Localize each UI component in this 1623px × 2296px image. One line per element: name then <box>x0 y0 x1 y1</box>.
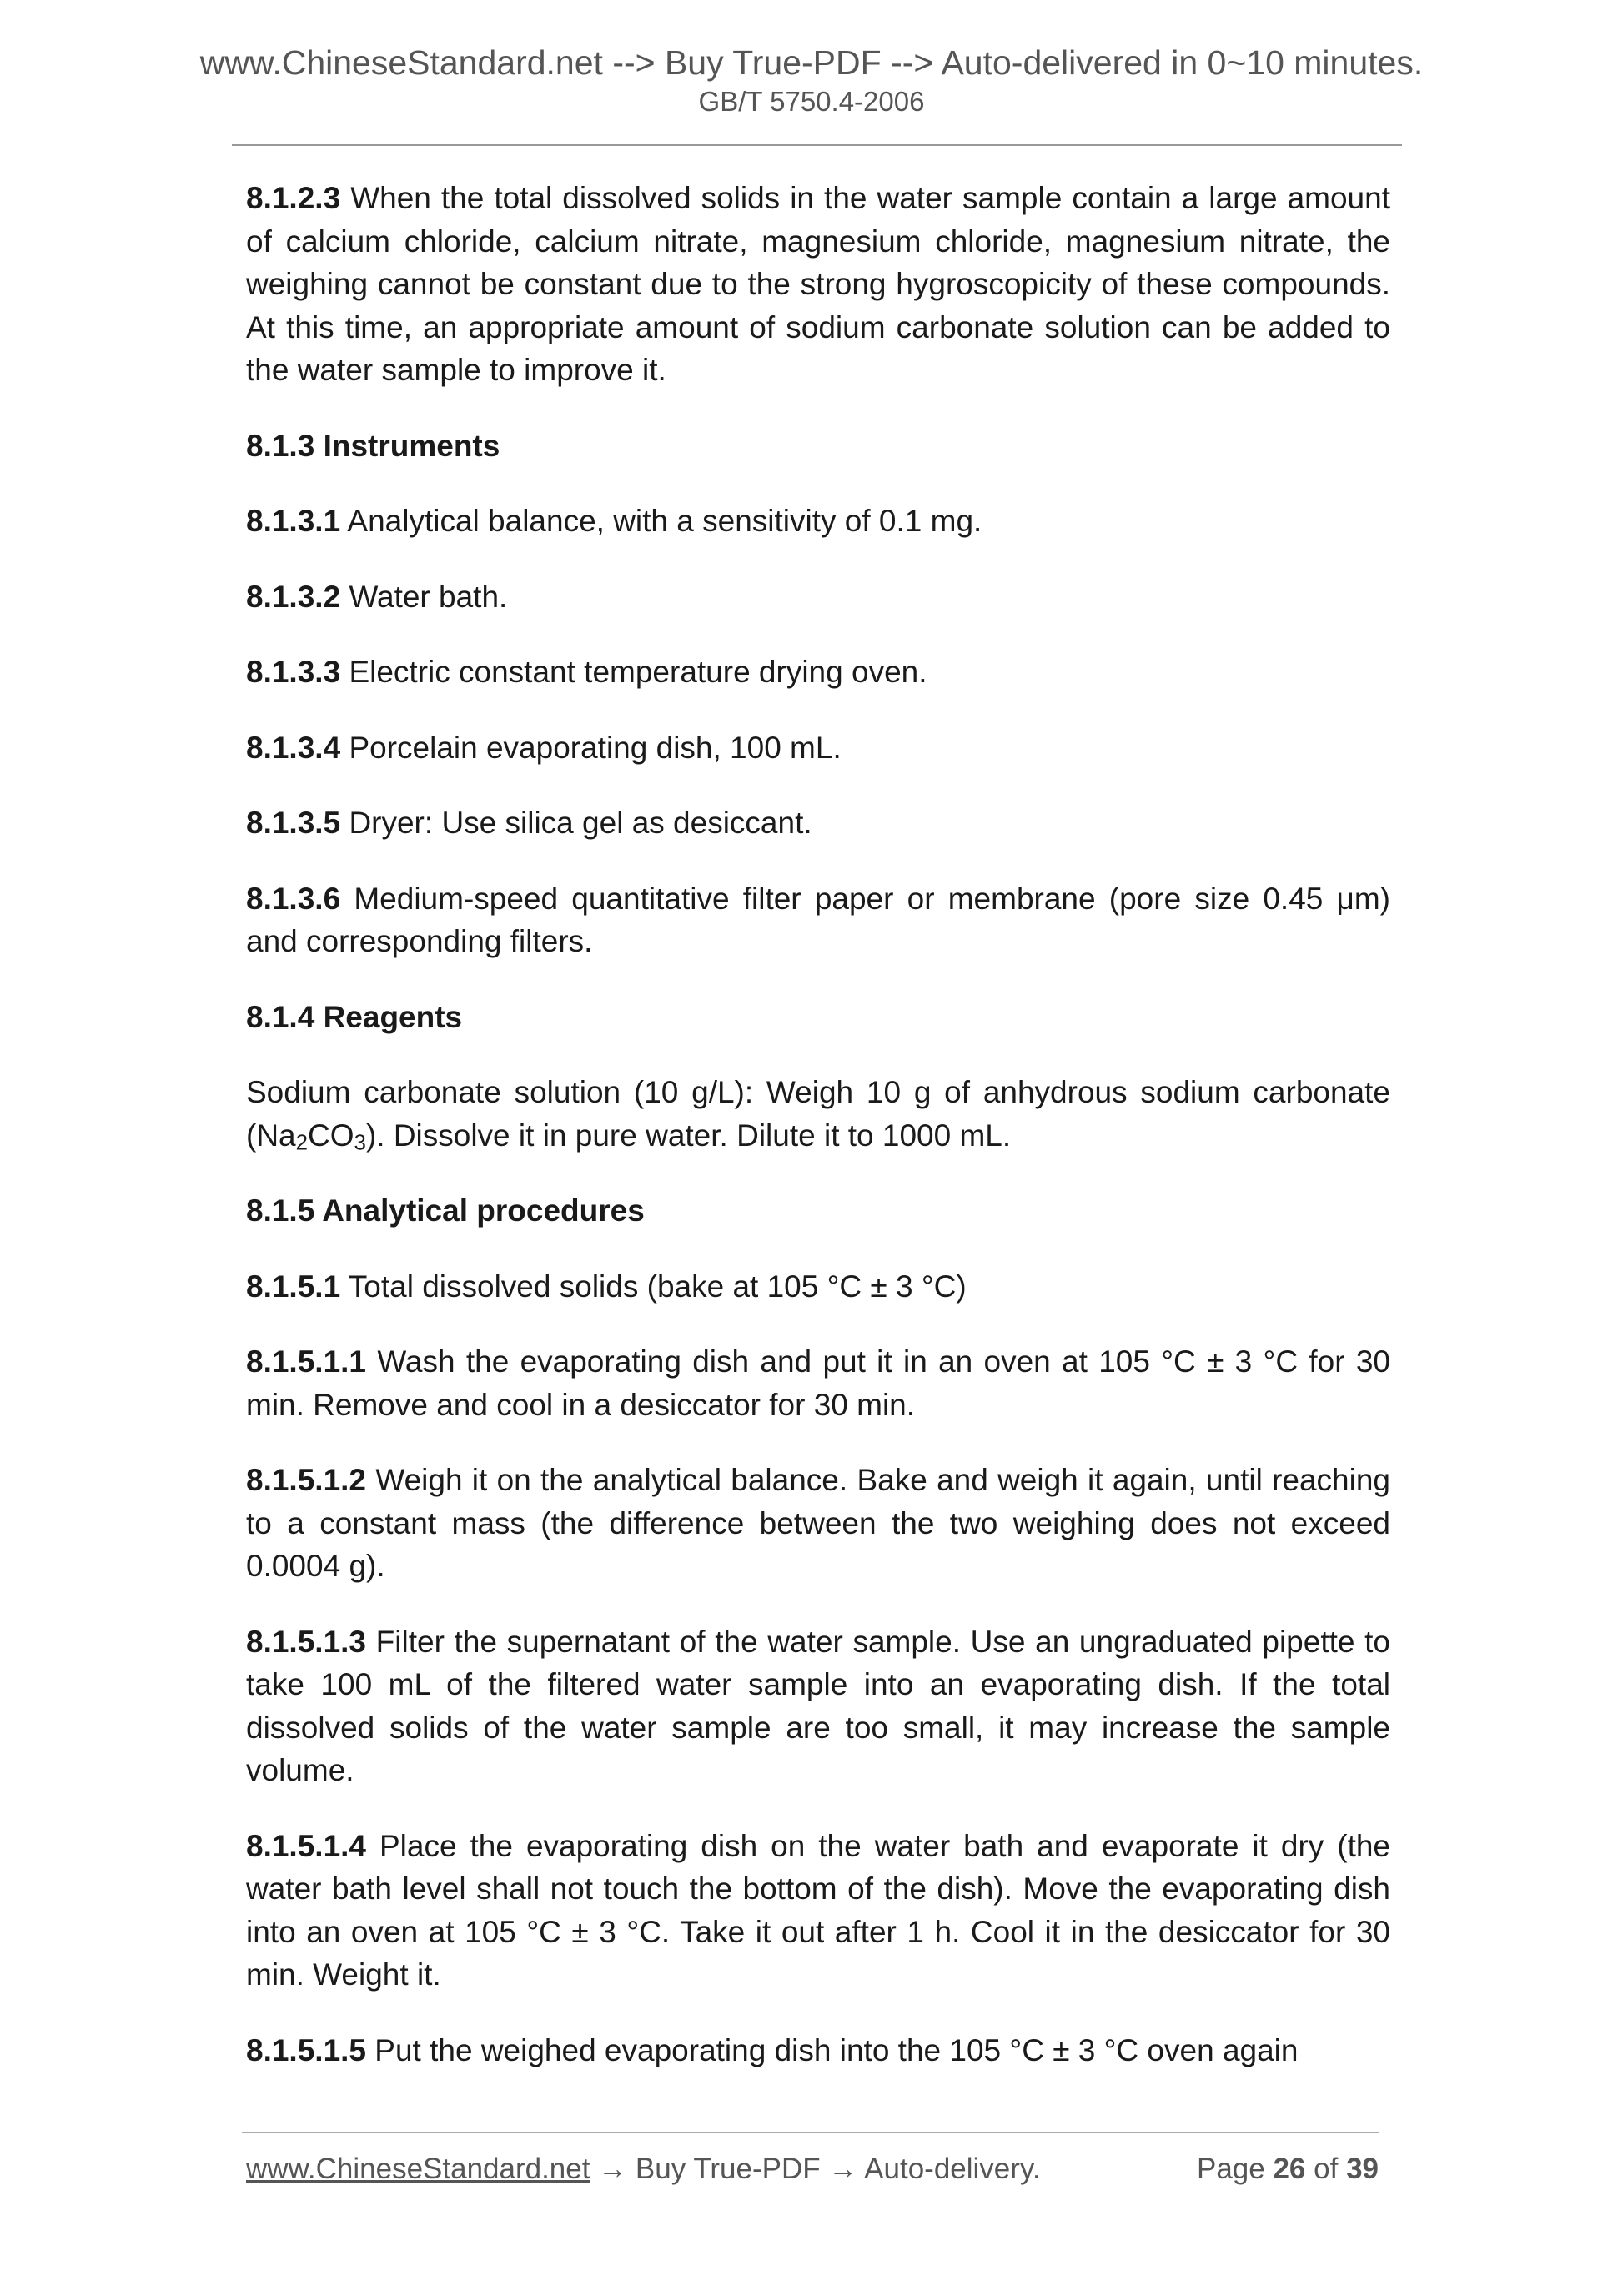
clause-text: Porcelain evaporating dish, 100 mL. <box>349 730 842 765</box>
clause-text: Medium-speed quantitative filter paper or membrane (pore size 0.45 μm) and corresponding filters. <box>246 881 1391 958</box>
clause-number: 8.1.5.1.5 <box>246 2032 367 2067</box>
document-body <box>246 177 1390 2104</box>
header-banner[interactable]: www.ChineseStandard.net --> Buy True-PDF --> Auto-delivered in 0~10 minutes. <box>199 43 1424 82</box>
footer-link[interactable]: www.ChineseStandard.net <box>246 2153 590 2185</box>
subscript: 2 <box>295 1131 309 1155</box>
clause-number: 8.1.5.1.2 <box>246 1463 367 1497</box>
clause-text: Dryer: Use silica gel as desiccant. <box>349 806 812 840</box>
clause-text: Total dissolved solids (bake at 105 °C ± 3 °C) <box>348 1269 967 1304</box>
clause-number: 8.1.3.5 <box>246 806 341 840</box>
clause-8-1-2-3 <box>246 177 1390 392</box>
header-divider <box>232 144 1402 146</box>
of-label: of <box>1314 2153 1339 2185</box>
clause-8-1-3-2 <box>246 575 1390 619</box>
clause-text: Analytical balance, with a sensitivity of 0.1 mg. <box>347 504 982 538</box>
clause-8-1-3-3 <box>246 651 1390 694</box>
clause-8-1-5-1-3 <box>246 1620 1390 1792</box>
subscript: 3 <box>354 1131 366 1155</box>
section-heading: 8.1.5 Analytical procedures <box>246 1193 645 1228</box>
clause-text: Filter the supernatant of the water sample. Use an ungraduated pipette to take 100 mL of the filtered water sample into an evaporating dish. If the total dissolved solids of the water sample are too small, it may increase the sample volume. <box>246 1624 1390 1787</box>
clause-8-1-5-1 <box>246 1265 1390 1309</box>
reagent-text: Sodium carbonate solution (10 g/L): Weigh 10 g of anhydrous sodium carbonate (Na <box>246 1075 1390 1153</box>
clause-number: 8.1.3.6 <box>246 881 341 916</box>
clause-number: 8.1.5.1.4 <box>246 1828 367 1863</box>
clause-number: 8.1.5.1.3 <box>246 1624 367 1659</box>
page-number: 26 <box>1273 2153 1306 2185</box>
clause-number: 8.1.3.2 <box>246 579 341 614</box>
section-heading: 8.1.3 Instruments <box>246 428 500 463</box>
clause-8-1-3-4 <box>246 726 1390 770</box>
section-heading-procedures <box>246 1189 1390 1233</box>
clause-number: 8.1.3.3 <box>246 655 341 689</box>
page-indicator <box>1197 2153 1379 2186</box>
footer-divider <box>242 2132 1379 2133</box>
clause-number: 8.1.5.1.1 <box>246 1344 367 1379</box>
clause-number: 8.1.3.1 <box>246 504 341 538</box>
section-heading-instruments <box>246 425 1390 468</box>
reagent-text: CO <box>308 1118 354 1153</box>
clause-text: When the total dissolved solids in the water sample contain a large amount of calcium chloride, calcium nitrate, magnesium chloride, magnesium nitrate, the weighing cannot be constant due to the strong hygroscopicity of these compounds. At this time, an appropriate amount of sodium carbonate solution can be added to the water sample to improve it. <box>246 181 1390 387</box>
section-heading: 8.1.4 Reagents <box>246 999 463 1034</box>
clause-8-1-3-6 <box>246 877 1390 963</box>
footer-left <box>246 2153 1041 2186</box>
clause-text: Water bath. <box>349 579 508 614</box>
section-heading-reagents <box>246 996 1390 1039</box>
clause-number: 8.1.2.3 <box>246 181 341 215</box>
clause-text: Wash the evaporating dish and put it in an oven at 105 °C ± 3 °C for 30 min. Remove and cool in a desiccator for 30 min. <box>246 1344 1390 1422</box>
reagent-text: ). Dissolve it in pure water. Dilute it to 1000 mL. <box>365 1118 1012 1153</box>
clause-8-1-5-1-5 <box>246 2029 1390 2072</box>
clause-8-1-3-1 <box>246 500 1390 543</box>
clause-8-1-5-1-2 <box>246 1459 1390 1588</box>
clause-number: 8.1.5.1 <box>246 1269 341 1304</box>
reagent-paragraph <box>246 1071 1390 1157</box>
clause-text: Weigh it on the analytical balance. Bake and weigh it again, until reaching to a constant mass (the difference between the two weighing does not exceed 0.0004 g). <box>246 1463 1391 1583</box>
standard-code: GB/T 5750.4-2006 <box>698 86 925 118</box>
clause-text: Place the evaporating dish on the water bath and evaporate it dry (the water bath level shall not touch the bottom of the dish). Move the evaporating dish into an oven at 105 °C ± 3 °C. Take it out after 1 h. Cool it in the desiccator for 30 min. Weight it. <box>246 1828 1391 1992</box>
page-label: Page <box>1196 2153 1265 2185</box>
clause-text: Electric constant temperature drying oven. <box>349 655 927 689</box>
clause-number: 8.1.3.4 <box>246 730 341 765</box>
footer-tagline: → Buy True-PDF → Auto-delivery. <box>590 2153 1041 2185</box>
clause-8-1-5-1-4 <box>246 1825 1390 1997</box>
clause-8-1-3-5 <box>246 801 1390 845</box>
clause-8-1-5-1-1 <box>246 1340 1390 1426</box>
clause-text: Put the weighed evaporating dish into the 105 °C ± 3 °C oven again <box>374 2032 1299 2067</box>
page-header <box>0 43 1623 118</box>
total-pages: 39 <box>1346 2153 1379 2185</box>
